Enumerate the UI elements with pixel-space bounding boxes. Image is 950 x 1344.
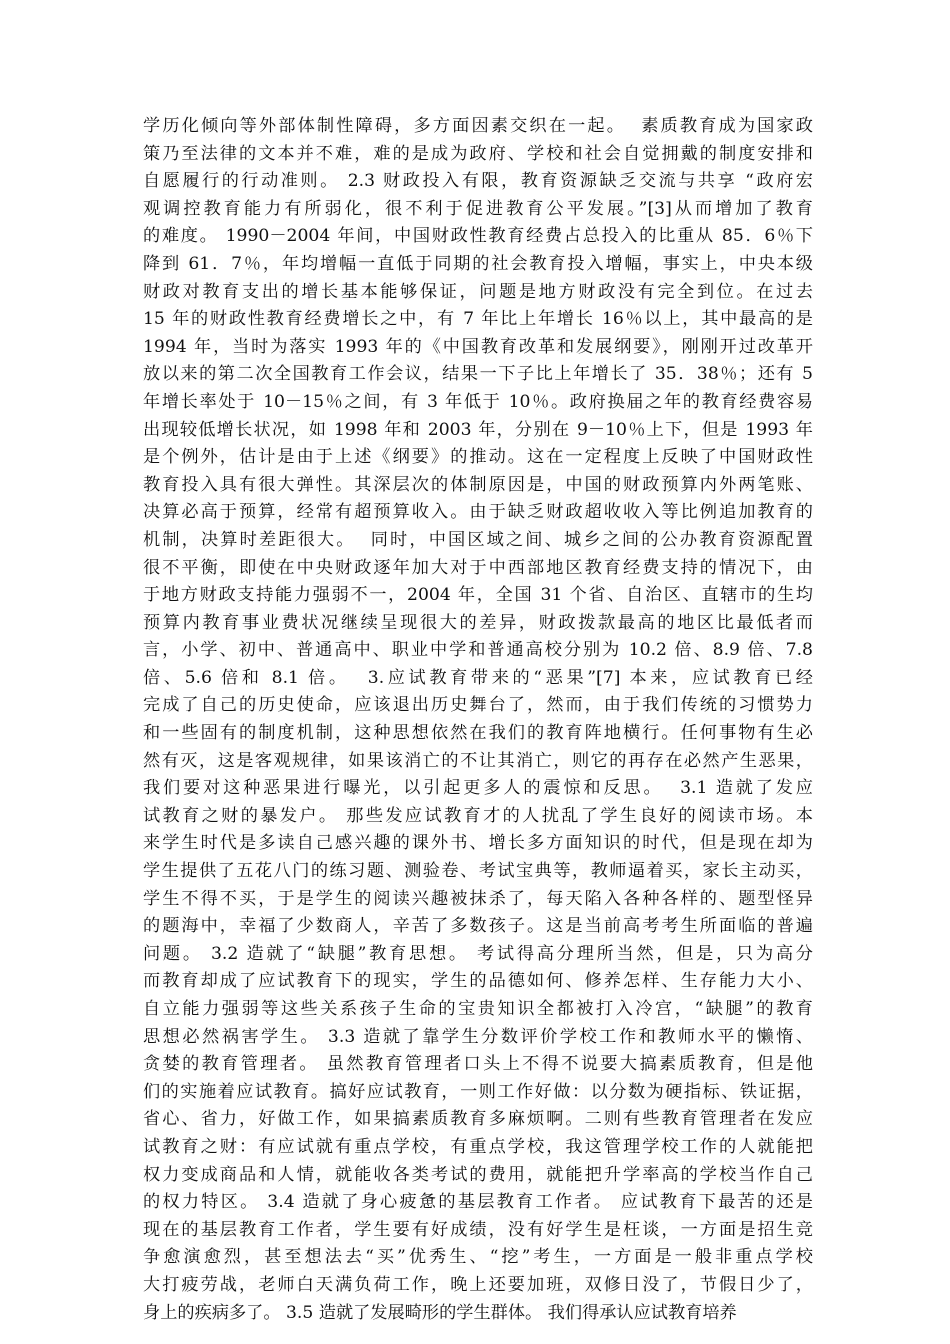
text-line: 观调控教育能力有所弱化，很不利于促进教育公平发展。”[3]从而增加了教育 [143, 198, 813, 219]
text-line: 机制，决算时差距很大。 同时，中国区域之间、城乡之间的公办教育资源配置 [143, 529, 813, 550]
text-line: 问题。 3.2 造就了“缺腿”教育思想。 考试得高分理所当然，但是，只为高分 [143, 943, 813, 964]
text-line: 省心、省力，好做工作，如果搞素质教育多麻烦啊。二则有些教育管理者在发应 [143, 1109, 813, 1130]
text-line: 贪婪的教育管理者。 虽然教育管理者口头上不得不说要大搞素质教育，但是他 [143, 1054, 813, 1075]
text-line: 争愈演愈烈，甚至想法去“买”优秀生、“挖”考生，一方面是一般非重点学校 [143, 1247, 813, 1268]
text-line: 言，小学、初中、普通高中、职业中学和普通高校分别为 10.2 倍、8.9 倍、7.8 [143, 640, 813, 661]
text-line: 出现较低增长状况，如 1998 年和 2003 年，分别在 9－10％上下，但是 1993 年 [143, 419, 813, 440]
text-line: 和一些固有的制度机制，这种思想依然在我们的教育阵地横行。任何事物有生必 [143, 723, 813, 744]
text-line: 财政对教育支出的增长基本能够保证，问题是地方财政没有完全到位。在过去 [143, 281, 813, 302]
text-line: 策乃至法律的文本并不难，难的是成为政府、学校和社会自觉拥戴的制度安排和 [143, 143, 813, 164]
text-line: 而教育却成了应试教育下的现实，学生的品德如何、修养怎样、生存能力大小、 [143, 971, 813, 992]
text-line: 降到 61．7％，年均增幅一直低于同期的社会教育投入增幅，事实上，中央本级 [143, 253, 813, 274]
text-line: 1994 年，当时为落实 1993 年的《中国教育改革和发展纲要》，刚刚开过改革开 [143, 336, 813, 357]
text-line: 学生提供了五花八门的练习题、测验卷、考试宝典等，教师逼着买，家长主动买， [143, 861, 813, 882]
text-line: 自立能力强弱等这些关系孩子生命的宝贵知识全都被打入冷宫，“缺腿”的教育 [143, 999, 813, 1019]
text-line: 15 年的财政性教育经费增长之中，有 7 年比上年增长 16％以上，其中最高的是 [143, 309, 813, 330]
text-line: 学历化倾向等外部体制性障碍，多方面因素交织在一起。 素质教育成为国家政 [143, 116, 813, 136]
text-line: 然有灭，这是客观规律，如果该消亡的不让其消亡，则它的再存在必然产生恶果， [143, 750, 813, 771]
text-line: 身上的疾病多了。 3.5 造就了发展畸形的学生群体。 我们得承认应试教育培养 [143, 1302, 737, 1323]
body-text [143, 113, 813, 1327]
text-line: 试教育之财的暴发户。 那些发应试教育才的人扰乱了学生良好的阅读市场。本 [143, 805, 813, 826]
text-line: 来学生时代是多读自己感兴趣的课外书、增长多方面知识的时代，但是现在却为 [143, 833, 813, 854]
text-line: 大打疲劳战，老师白天满负荷工作，晚上还要加班，双修日没了，节假日少了， [143, 1274, 813, 1295]
text-line: 试教育之财：有应试就有重点学校，有重点学校，我这管理学校工作的人就能把 [143, 1136, 813, 1157]
text-line: 权力变成商品和人情，就能收各类考试的费用，就能把升学率高的学校当作自己 [143, 1164, 813, 1185]
text-line: 的难度。 1990－2004 年间，中国财政性教育经费占总投入的比重从 85．6％下 [143, 226, 813, 247]
text-line: 于地方财政支持能力强弱不一，2004 年，全国 31 个省、自治区、直辖市的生均 [143, 585, 813, 606]
text-line: 倍、5.6 倍和 8.1 倍。 3.应试教育带来的“恶果”[7] 本来，应试教育已经 [143, 667, 813, 688]
text-line: 年增长率处于 10－15％之间，有 3 年低于 10％。政府换届之年的教育经费容易 [143, 391, 813, 412]
text-line: 教育投入具有很大弹性。其深层次的体制原因是，中国的财政预算内外两笔账、 [143, 474, 813, 495]
text-line: 我们要对这种恶果进行曝光，以引起更多人的震惊和反思。 3.1 造就了发应 [143, 778, 813, 799]
text-line: 放以来的第二次全国教育工作会议，结果一下子比上年增长了 35．38％；还有 5 [143, 364, 813, 385]
text-line: 思想必然祸害学生。 3.3 造就了靠学生分数评价学校工作和教师水平的懒惰、 [143, 1026, 813, 1047]
text-line: 的题海中，幸福了少数商人，辛苦了多数孩子。这是当前高考考生所面临的普遍 [143, 916, 813, 937]
text-line: 是个例外，估计是由于上述《纲要》的推动。这在一定程度上反映了中国财政性 [143, 447, 813, 468]
text-line: 现在的基层教育工作者，学生要有好成绩，没有好学生是枉谈，一方面是招生竞 [143, 1219, 813, 1240]
text-line: 学生不得不买，于是学生的阅读兴趣被抹杀了，每天陷入各种各样的、题型怪异 [143, 888, 813, 909]
text-line: 很不平衡，即使在中央财政逐年加大对于中西部地区教育经费支持的情况下，由 [143, 557, 813, 578]
text-line: 自愿履行的行动准则。 2.3 财政投入有限，教育资源缺乏交流与共享 “政府宏 [143, 171, 813, 192]
text-line: 完成了自己的历史使命，应该退出历史舞台了，然而，由于我们传统的习惯势力 [143, 695, 813, 716]
text-line: 们的实施着应试教育。搞好应试教育，一则工作好做：以分数为硬指标、铁证据， [143, 1081, 813, 1102]
text-line: 预算内教育事业费状况继续呈现很大的差异，财政拨款最高的地区比最低者而 [143, 612, 813, 633]
text-line: 的权力特区。 3.4 造就了身心疲惫的基层教育工作者。 应试教育下最苦的还是 [143, 1192, 813, 1213]
text-line: 决算必高于预算，经常有超预算收入。由于缺乏财政超收收入等比例追加教育的 [143, 502, 813, 523]
